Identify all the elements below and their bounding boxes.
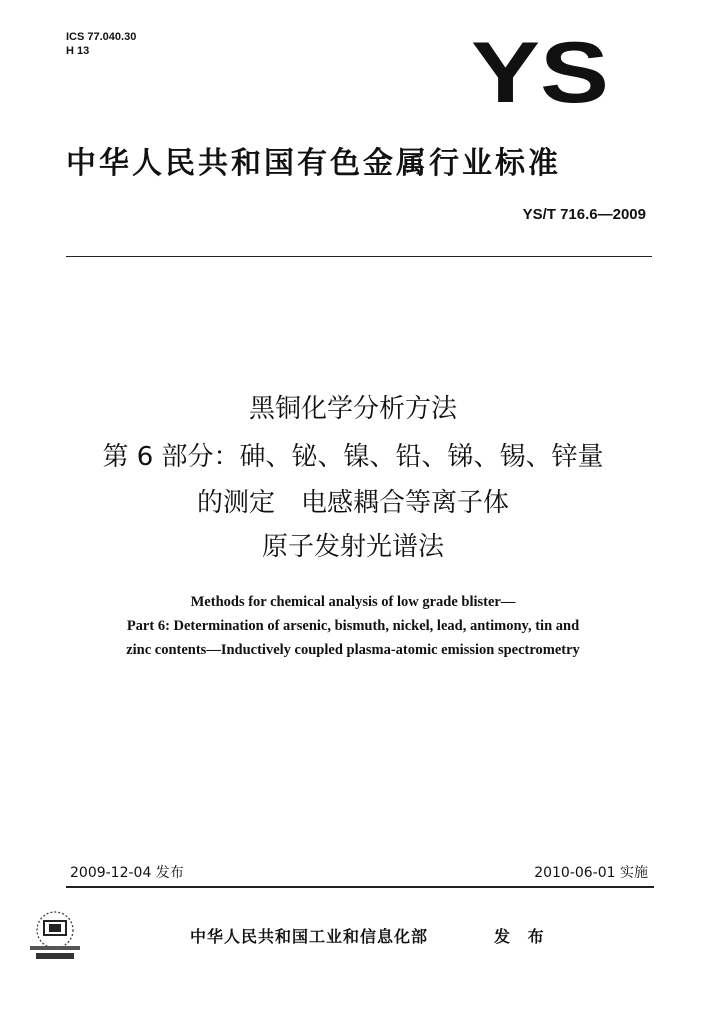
title-en-line-2: Part 6: Determination of arsenic, bismuth, nickel, lead, antimony, tin and: [126, 618, 580, 634]
ys-logo: [470, 40, 610, 106]
ics-code: ICS 77.040.30: [66, 31, 137, 43]
standards-seal-icon: [22, 904, 88, 964]
title-cn-line-1: 黑铜化学分析方法: [248, 394, 457, 424]
header-divider: [66, 256, 652, 257]
standard-number: YS/T 716.6—2009: [522, 206, 646, 223]
implementation-date: 2010-06-01 实施: [534, 865, 648, 881]
title-en-line-3: zinc contents—Inductively coupled plasma-atomic emission spectrometry: [126, 642, 580, 658]
classification-codes: [66, 30, 136, 58]
title-cn-line-2: 第 6 部分：砷、铋、镍、铅、锑、锡、锌量: [102, 442, 604, 472]
org-title: 中华人民共和国有色金属行业标准: [66, 146, 561, 181]
title-en-line-1: Methods for chemical analysis of low grade blister—: [190, 594, 516, 610]
issue-date: 2009-12-04 发布: [70, 865, 184, 881]
issuing-authority: 中华人民共和国工业和信息化部: [190, 927, 429, 946]
ys-logo-text: YS: [471, 40, 609, 106]
publish-label: 发 布: [494, 927, 550, 946]
title-cn-line-3: 的测定 电感耦合等离子体: [196, 488, 509, 518]
footer-divider: [66, 886, 654, 888]
ccs-code: H 13: [66, 45, 90, 57]
title-cn-line-4: 原子发射光谱法: [261, 532, 444, 562]
